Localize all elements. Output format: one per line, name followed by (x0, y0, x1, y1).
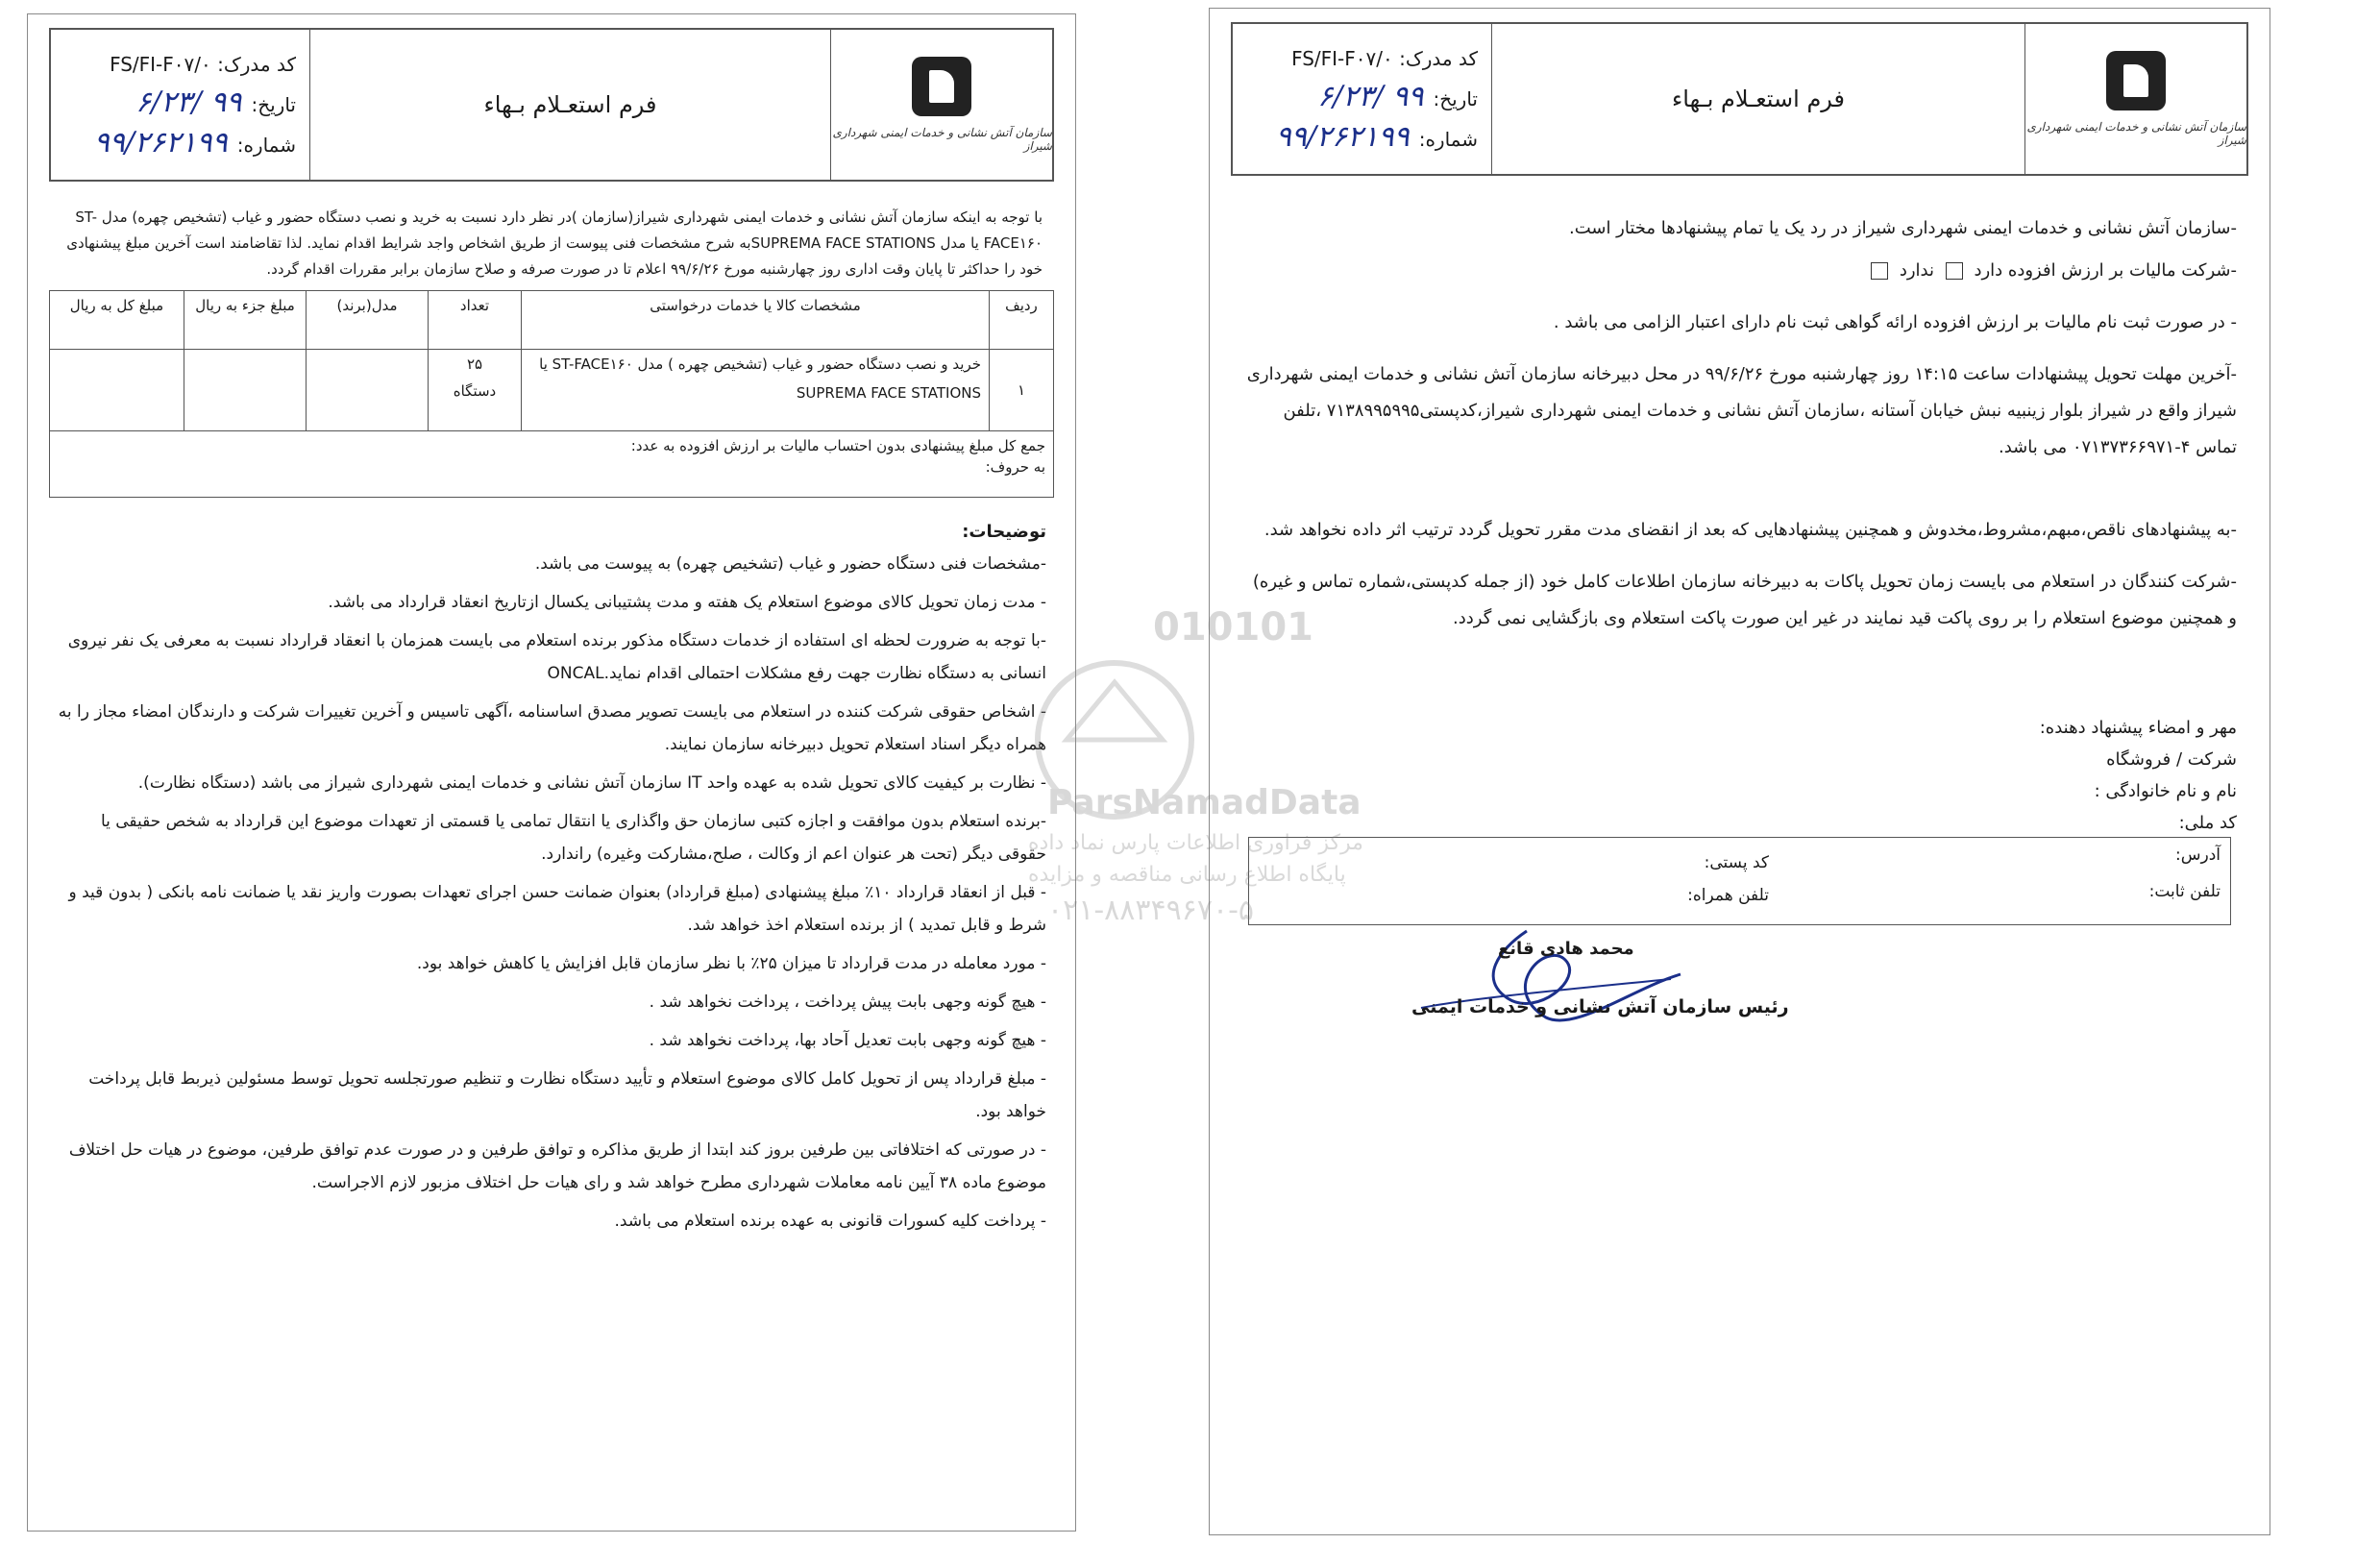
form-title: فرم استعـلام بـهاء (1672, 86, 1846, 112)
item-desc-line2: SUPREMA FACE STATIONS (796, 384, 981, 402)
watermark-line1: مرکز فراوری اطلاعات پارس نماد داده (1028, 831, 1363, 855)
note-item: - اشخاص حقوقی شرکت کننده در استعلام می بایست تصویر مصدق اساسنامه ،آگهی تاسیس و آخرین تغییرات شرکت و دارندگان امضاء مجاز را به همراه دیگر اسناد استعلام تحویل دبیرخانه سازمان نمایند. (58, 702, 1046, 754)
number-value: ۹۹/۲۶۲۱۹۹ (93, 126, 228, 159)
fire-department-logo-icon (2106, 51, 2166, 110)
notes-title: توضیحات: (962, 522, 1046, 542)
cell-total (50, 350, 184, 431)
national-code-label: کد ملی: (2178, 813, 2237, 833)
watermark-phone: ۰۲۱-۸۸۳۴۹۶۷۰-۵ (1047, 894, 1255, 927)
note-item: - نظارت بر کیفیت کالای تحویل شده به عهده واحد IT سازمان آتش نشانی و خدمات ایمنی شهرداری شیراز می باشد (دستگاه نظارت). (137, 773, 1046, 793)
document-meta (1233, 24, 1492, 174)
doc-code-label: کد مدرک: (217, 53, 296, 76)
note-item: - مورد معامله در مدت قرارداد تا میزان ۲۵٪ با نظر سازمان قابل افزایش یا کاهش خواهد بود. (416, 954, 1046, 973)
cell-model (307, 350, 429, 431)
inquiry-form-page-2 (27, 13, 1076, 1532)
letters-label: به حروف: (985, 458, 1045, 476)
number-label: شماره: (1418, 128, 1478, 151)
quantity-value: ۲۵ (466, 355, 483, 373)
inquiry-form-page-1 (1209, 8, 2270, 1535)
signer-name: محمد هادی قانع (1498, 939, 1634, 959)
note-item: - هیچ گونه وجهی بابت تعدیل آحاد بها، پرداخت نخواهد شد . (649, 1031, 1046, 1050)
vat-no-checkbox[interactable] (1871, 262, 1888, 280)
sum-label: جمع کل مبلغ پیشنهادی بدون احتساب مالیات بر ارزش افزوده به عدد: (630, 437, 1045, 454)
clause-vat (1242, 257, 2237, 285)
quantity-unit: دستگاه (453, 382, 497, 400)
clause-vat-certificate: - در صورت ثبت نام مالیات بر ارزش افزوده ارائه گواهی ثبت نام دارای اعتبار الزامی می باشد . (1553, 312, 2237, 332)
phone-label: تلفن ثابت: (2148, 882, 2221, 901)
cell-row: ۱ (990, 350, 1054, 431)
org-name-small: سازمان آتش نشانی و خدمات ایمنی شهرداری شیراز (832, 126, 1052, 153)
document-meta (51, 30, 310, 180)
col-total: مبلغ کل به ریال (50, 291, 184, 350)
watermark-binary: 010101 (1153, 605, 1313, 649)
note-item: - مدت زمان تحویل کالای موضوع استعلام یک هفته و مدت پشتیبانی یکسال ازتاریخ انعقاد قرارداد می باشد. (328, 593, 1046, 612)
note-item: -مشخصات فنی دستگاه حضور و غیاب (تشخیص چهره) به پیوست می باشد. (534, 554, 1046, 574)
note-item: - هیچ گونه وجهی بابت پیش پرداخت ، پرداخت نخواهد شد . (649, 993, 1046, 1012)
vat-yes-checkbox[interactable] (1946, 262, 1963, 280)
table-row (50, 350, 1054, 431)
note-item: - مبلغ قرارداد پس از تحویل کامل کالای موضوع استعلام و تأیید دستگاه نظارت و تنظیم صورتجلسه تحویل توسط مسئولین ذیربط قابل پرداخت خواهد بود. (88, 1069, 1046, 1121)
clause-envelope: -شرکت کنندگان در استعلام می بایست زمان تحویل پاکات به دبیرخانه سازمان اطلاعات کامل خود (از جمله کدپستی،شماره تماس و غیره) و همچنین موضوع استعلام را بر روی پاکت قید نمایند در غیر این صورت پاکت استعلام وی بازگشایی نمی گردد. (1252, 572, 2237, 628)
date-value: ۹۹ /۶/۲۳ (1317, 80, 1424, 113)
form-header (1231, 22, 2248, 176)
col-model: مدل(برند) (307, 291, 429, 350)
sum-row (50, 431, 1054, 498)
col-row: ردیف (990, 291, 1054, 350)
cell-unit-price (184, 350, 307, 431)
number-value: ۹۹/۲۶۲۱۹۹ (1275, 120, 1410, 154)
contact-box (1248, 837, 2231, 925)
clause-deadline: -آخرین مهلت تحویل پیشنهادات ساعت ۱۴:۱۵ روز چهارشنبه مورخ ۹۹/۶/۲۶ در محل دبیرخانه سازمان آتش نشانی و خدمات ایمنی شهرداری شیراز واقع در شیراز بلوار زینبیه نبش خیابان آستانه ،سازمان آتش نشانی و خدمات ایمنی شهرداری شیراز،کدپستی۷۱۳۸۹۹۵۹۹۵ ،تلفن تماس ۴-۰۷۱۳۷۳۶۶۹۷۱ می باشد. (1246, 364, 2237, 457)
note-item: -با توجه به ضرورت لحظه ای استفاده از خدمات دستگاه مذکور برنده استعلام می بایست همزمان با انعقاد قرارداد نسبت به معرفی یک نفر نیروی انسانی به دستگاه نظارت جهت رفع مشکلات احتمالی اقدام نماید.ONCAL (67, 631, 1046, 683)
company-label: شرکت / فروشگاه (2106, 749, 2237, 770)
item-desc-line1: خرید و نصب دستگاه حضور و غیاب (تشخیص چهره ) مدل ST-FACE۱۶۰ یا (539, 355, 981, 373)
items-table (49, 290, 1054, 498)
date-label: تاریخ: (251, 93, 296, 116)
mobile-label: تلفن همراه: (1687, 886, 1769, 905)
clause-rejection-right: -سازمان آتش نشانی و خدمات ایمنی شهرداری شیراز در رد یک یا تمام پیشنهادها مختار است. (1568, 218, 2237, 238)
watermark-brand: ParsNamadData (1047, 783, 1362, 822)
watermark-line2: پایگاه اطلاع رسانی مناقصه و مزایده (1028, 863, 1346, 887)
col-unit-price: مبلغ جزء به ریال (184, 291, 307, 350)
date-label: تاریخ: (1433, 87, 1478, 110)
postal-code-label: کد پستی: (1704, 853, 1769, 872)
doc-code-value: FS/FI-F۰۷/۰ (1291, 47, 1393, 70)
note-item: -برنده استعلام بدون موافقت و اجازه کتبی سازمان حق واگذاری یا انتقال تمامی یا قسمتی از تعهدات موضوع این قرارداد به شخص حقیقی یا حقوقی دیگر (تحت هر عنوان اعم از وکالت ، صلح،مشارکت وغیره) راندارد. (100, 812, 1046, 864)
doc-code-value: FS/FI-F۰۷/۰ (110, 53, 211, 76)
note-item: - قبل از انعقاد قرارداد ۱۰٪ مبلغ پیشنهادی (مبلغ قرارداد) بعنوان ضمانت حسن اجرای تعهدات بصورت واریز نقد یا ضمانت نامه بانکی ( بدون قید و شرط و قابل تمدید ) از برنده استعلام اخذ خواهد شد. (68, 883, 1046, 935)
date-value: ۹۹ /۶/۲۳ (135, 86, 242, 119)
clause-incomplete-offers: -به پیشنهادهای ناقص،مبهم،مشروط،مخدوش و همچنین پیشنهادهایی که بعد از انقضای مدت مقرر تحویل گردد ترتیب اثر داده نخواهد شد. (1264, 520, 2237, 540)
vat-label: -شرکت مالیات بر ارزش افزوده دارد (1974, 260, 2237, 281)
cell-description (522, 350, 990, 431)
form-header (49, 28, 1054, 182)
form-title: فرم استعـلام بـهاء (483, 91, 657, 118)
stamp-label: مهر و امضاء پیشنهاد دهنده: (2039, 718, 2237, 738)
fire-department-logo-icon (912, 57, 971, 116)
org-logo (830, 30, 1052, 180)
col-description: مشخصات کالا یا خدمات درخواستی (522, 291, 990, 350)
col-quantity: تعداد (429, 291, 522, 350)
number-label: شماره: (236, 134, 296, 157)
address-label: آدرس: (2175, 846, 2221, 865)
notes-section (57, 522, 1046, 1243)
note-item: - در صورتی که اختلافاتی بین طرفین بروز کند ابتدا از طریق مذاکره و توافق طرفین و در صورت عدم توافق طرفین، موضوع در هیات حل اختلاف موضوع ماده ۳۸ آیین نامه معاملات شهرداری مطرح خواهد شد و رای هیات حل اختلاف مزبور لازم الاجراست. (68, 1140, 1046, 1192)
intro-paragraph: با توجه به اینکه سازمان آتش نشانی و خدمات ایمنی شهرداری شیراز(سازمان )در نظر دارد نسبت به خرید و نصب دستگاه حضور و غیاب (تشخیص چهره) مدل ST-FACE۱۶۰ یا مدل SUPREMA FACE STATIONSبه شرح مشخصات فنی پیوست از طریق اشخاص واجد شرایط اقدام نماید. لذا تقاضامند است آخرین مبلغ پیشنهادی خود را حداکثر تا پایان وقت اداری روز چهارشنبه مورخ ۹۹/۶/۲۶ اعلام تا در صورت صرفه و صلاح سازمان برابر مقررات اقدام گردد. (66, 208, 1043, 278)
bidder-info (1242, 712, 2237, 839)
org-name-small: سازمان آتش نشانی و خدمات ایمنی شهرداری شیراز (2026, 120, 2246, 147)
doc-code-label: کد مدرک: (1399, 47, 1478, 70)
note-item: - پرداخت کلیه کسورات قانونی به عهده برنده استعلام می باشد. (614, 1212, 1046, 1231)
vat-no-label: ندارد (1899, 260, 1934, 281)
full-name-label: نام و نام خانوادگی : (2094, 781, 2237, 801)
org-logo (2024, 24, 2246, 174)
signer-title: رئیس سازمان آتش نشانی و خدمات ایمنی (1411, 996, 1789, 1017)
cell-quantity (429, 350, 522, 431)
